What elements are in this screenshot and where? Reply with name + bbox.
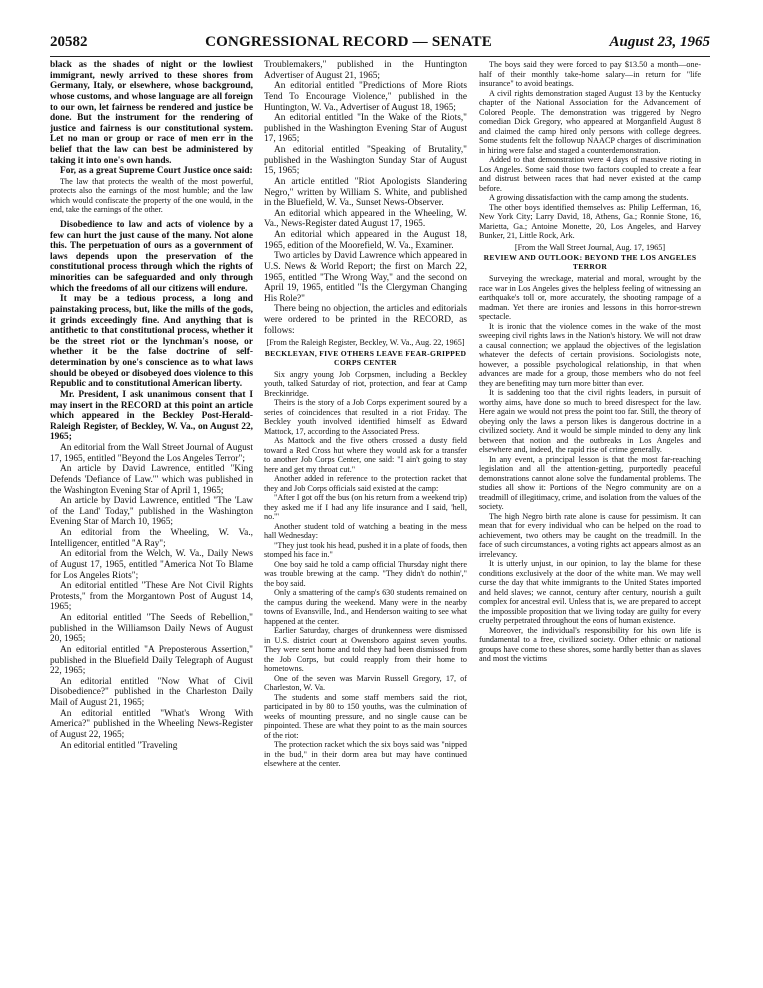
- paragraph: An article by David Lawrence, entitled "King Defends 'Defiance of Law.'" which was published in the Washington Evening Star of April 1, 1965;: [50, 464, 253, 496]
- source-citation: [From the Raleigh Register, Beckley, W. Va., Aug. 22, 1965]: [266, 338, 465, 348]
- paragraph: An editorial entitled "In the Wake of the Riots," published in the Washington Evening Star of August 17, 1965;: [264, 113, 467, 145]
- paragraph: The boys said they were forced to pay $13.50 a month—one-half of their monthly take-home salary—in return for "life insurance" to avoid beatings.: [479, 60, 701, 88]
- paragraph: It may be a tedious process, a long and painstaking process, but, like the mills of the gods, it grinds exceedingly fine. And anything that is antithetic to that constitutional process, whether it be the street riot or the lynchman's noose, or whether it be the false doctrine of self-determination by one's conscience as to what laws should be obeyed or disobeyed does violence to this Republic and to constitutional American liberty.: [50, 294, 253, 390]
- paragraph: An editorial which appeared in the August 18, 1965, edition of the Moorefield, W. Va., Examiner.: [264, 230, 467, 251]
- paragraph: Moreover, the individual's responsibility for his own life is fundamental to a free, civilized society. Other ethnic or national groups have come to these shores, some hardly better than as slaves and most the victims: [479, 625, 701, 663]
- paragraph: An editorial entitled "Predictions of More Riots Tend To Encourage Violence," published in the Huntington, W. Va., Advertiser of August 18, 1965;: [264, 81, 467, 113]
- paragraph: Added to that demonstration were 4 days of massive rioting in Los Angeles. Some said those two factors coupled to create a fear and distrust between races that had never existed at the camp before.: [479, 155, 701, 193]
- paragraph: A growing dissatisfaction with the camp among the students.: [489, 193, 689, 202]
- paragraph: It is saddening too that the civil rights leaders, in pursuit of worthy aims, have done so much to breed disrespect for the law. Here again we would not press the point too far. Still, the theory of obeying only the laws a person likes is dangerous doctrine in a civilized society. And it would be simple minded to deny any link between that notion and the outbreaks in Los Angeles and elsewhere and, indeed, the rapid rise of crime generally.: [479, 388, 701, 454]
- paragraph: An article by David Lawrence, entitled "The 'Law of the Land' Today," published in the Washington Evening Star of March 10, 1965;: [50, 496, 253, 528]
- paragraph: An editorial entitled "The Seeds of Rebellion," published in the Williamson Daily News of August 20, 1965;: [50, 613, 253, 645]
- source-citation: [From the Wall Street Journal, Aug. 17, 1965]: [514, 242, 666, 252]
- text-column-3: [479, 60, 701, 978]
- text-column-2: [264, 60, 467, 978]
- paragraph: Disobedience to law and acts of violence by a few can hurt the just cause of the many. Not alone this. The perpetuation of ours as a government of laws depends upon the preservation of the constitutional process through which the rights of minorities can be safeguarded and only through which the freedoms of all our citizens will endure.: [50, 219, 253, 294]
- paragraph: Troublemakers," published in the Huntington Advertiser of August 21, 1965;: [264, 60, 467, 81]
- paragraph: Six angry young Job Corpsmen, including a Beckley youth, talked Saturday of riot, protection, and fear at Camp Breckinridge.: [264, 369, 467, 398]
- paragraph: There being no objection, the articles and editorials were ordered to be printed in the RECORD, as follows:: [264, 304, 467, 336]
- paragraph: An editorial from the Welch, W. Va., Daily News of August 17, 1965, entitled "America Not To Blame for Los Angeles Riots";: [50, 549, 253, 581]
- publication-title: CONGRESSIONAL RECORD — SENATE: [205, 34, 492, 50]
- paragraph: An editorial entitled "Now What of Civil Disobedience?" published in the Charleston Daily Mail of August 21, 1965;: [50, 676, 253, 708]
- paragraph: black as the shades of night or the lowliest immigrant, newly arrived to these shores from Germany, Italy, or elsewhere, whose background, whose customs, and whose language are all foreign to our own, let fairness be rendered and justice be done. But the instrument for the rendering of justice and fairness is our constitutional system. Let no man or group or race of men err in the belief that the law can best be administered by taking it into one's own hands.: [50, 60, 253, 166]
- paragraph: The other boys identified themselves as: Philip Lefferman, 16, New York City; Larry David, 18, Athens, Ga.; Ronnie Stone, 16, Marietta, Ga.; Antoine Monette, 20, Los Angeles, and Harvey Bunker, 21, Little Rock, Ark.: [479, 202, 701, 240]
- paragraph: "They just took his head, pushed it in a plate of foods, then stomped his face in.": [264, 540, 467, 560]
- publication-date: August 23, 1965: [609, 34, 710, 50]
- paragraph: In any event, a principal lesson is that the most far-reaching legislation and all the attention-getting, purportedly peaceful demonstrations cannot alone solve the fundamental problems. The studies all show it: Portions of the Negro community are on a treadmill of illegitimacy, crime, and isolation from the values of the society.: [479, 454, 701, 511]
- paragraph: An editorial entitled "Traveling: [60, 740, 178, 751]
- paragraph: An editorial from the Wall Street Journal of August 17, 1965, entitled "Beyond the Los Angeles Terror";: [50, 443, 253, 464]
- paragraph: Another added in reference to the protection racket that they and Job Corps officials said existed at the camp:: [264, 474, 467, 493]
- page-number: 20582: [50, 34, 88, 50]
- paragraph: An editorial entitled "Speaking of Brutality," published in the Washington Sunday Star of August 15, 1965;: [264, 145, 467, 177]
- paragraph: It is utterly unjust, in our opinion, to lay the blame for these conditions exclusively at the door of the white man. We may well curse the day that white immigrants to the United States imported and held slaves; we cannot, century after century, nourish a guilt complex for ancestral evil. Unless that is, we are prepared to accept the impossible proposition that we living today are guilty for every cruelty perpetrated throughout the eons of human existence.: [479, 559, 701, 625]
- paragraph: A civil rights demonstration staged August 13 by the Kentucky chapter of the National Association for the Advancement of Colored People. The demonstration was triggered by Negro comedian Dick Gregory, who appeared at Morganfield August 8 and claimed the camp hired only persons with college degrees. Some students felt the followup NAACP charges of discrimination in hiring were false and staged a counterdemonstration.: [479, 88, 701, 155]
- paragraph: An article entitled "Riot Apologists Slandering Negro," written by William S. White, and published in the Bluefield, W. Va., Sunset News-Observer.: [264, 176, 467, 209]
- paragraph: For, as a great Supreme Court Justice once said:: [60, 166, 253, 177]
- paragraph: "After I got off the bus (on his return from a weekend trip) they asked me if I had any life insurance and I said, 'hell, no.'": [264, 493, 467, 522]
- text-column-1: [50, 60, 253, 978]
- article-headline: REVIEW AND OUTLOOK: BEYOND THE LOS ANGELES TERROR: [483, 253, 697, 271]
- paragraph: An editorial entitled "These Are Not Civil Rights Protests," from the Morgantown Post of August 14, 1965;: [50, 581, 253, 613]
- paragraph: Another student told of watching a beating in the mess hall Wednesday:: [264, 521, 467, 541]
- paragraph: The protection racket which the six boys said was "nipped in the bud," in their dorm area but may have continued elsewhere at the center.: [264, 740, 467, 769]
- paragraph: One of the seven was Marvin Russell Gregory, 17, of Charleston, W. Va.: [264, 673, 467, 693]
- paragraph: An editorial which appeared in the Wheeling, W. Va., News-Register dated August 17, 1965.: [264, 208, 467, 230]
- paragraph: It is ironic that the violence comes in the wake of the most sweeping civil rights laws in the Nation's history. We will not draw a causal connection; we applaud the objectives of the legislation whatever the defects of certain provisions. Sociologists note, however, a possible psychological relationship, in that when advances are made for a group, those members who do not feel they are benefiting may turn more bitter than ever.: [479, 321, 701, 388]
- paragraph: One boy said he told a camp official Thursday night there was trouble brewing at the camp. "They didn't do nothin'," the boy said.: [264, 559, 467, 588]
- paragraph: An editorial entitled "What's Wrong With America?" published in the Wheeling News-Register of August 22, 1965;: [50, 708, 253, 740]
- paragraph: Mr. President, I ask unanimous consent that I may insert in the RECORD at this point an article which appeared in the Beckley Post-Herald-Raleigh Register, of Beckley, W. Va., on August 22, 1965;: [50, 389, 253, 443]
- paragraph: Only a smattering of the camp's 630 students remained on the campus during the weekend. Many were in the nearby towns of Evansville, Ind., and Henderson waiting to see what happened at the center.: [264, 588, 467, 626]
- paragraph: The high Negro birth rate alone is cause for pessimism. It can mean that for every individual who can be helped on the road to achievement, two others may be caught on the treadmill. In the face of such circumstances, a voting rights act appears almost as an irrelevancy.: [479, 511, 701, 559]
- paragraph: The students and some staff members said the riot, participated in by 80 to 150 youths, was the culmination of weeks of mounting pressure, and no single cause can be pinpointed. These are what they point to as the main sources of the riot:: [264, 692, 467, 740]
- paragraph: Surveying the wreckage, material and moral, wrought by the race war in Los Angeles gives the helpless feeling of witnessing an earthquake's toll or, more accurately, the shooting rampage of a madman. Yet there are ironies and lessons in this horror-strewn spectacle.: [479, 274, 701, 321]
- paragraph: Earlier Saturday, charges of drunkenness were dismissed in U.S. district court at Owensboro against seven youths. They were sent home and told they had been dismissed from the Job Corps, but could reapply from their home to hometowns.: [264, 626, 467, 674]
- article-headline: BECKLEYAN, FIVE OTHERS LEAVE FEAR-GRIPPED CORPS CENTER: [264, 348, 467, 367]
- paragraph: Two articles by David Lawrence which appeared in U.S. News & World Report; the first on March 22, 1965, entitled "The Wrong Way," and the second on April 19, 1965, entitled "Is the Clergyman Changing His Role?": [264, 251, 467, 304]
- paragraph: An editorial from the Wheeling, W. Va., Intelligencer, entitled "A Ray";: [50, 528, 253, 549]
- paragraph: Theirs is the story of a Job Corps experiment soured by a series of coincidences that resulted in a riot Friday. The Beckley youth involved identified himself as Edward Mattock, 17, according to the Associated Press.: [264, 398, 467, 436]
- block-quote: The law that protects the wealth of the most powerful, protects also the earnings of the most humble; and the law which would confiscate the property of the one would, in the end, take the earnings of the other.: [50, 176, 253, 215]
- page-header: [50, 34, 710, 57]
- paragraph: An editorial entitled "A Preposterous Assertion," published in the Bluefield Daily Telegraph of August 22, 1965;: [50, 644, 253, 677]
- paragraph: As Mattock and the five others crossed a dusty field toward a Red Cross hut where they would ask for a transfer to another Job Corps Center, one said: "I ain't going to stay here and get my throat cut.": [264, 436, 467, 474]
